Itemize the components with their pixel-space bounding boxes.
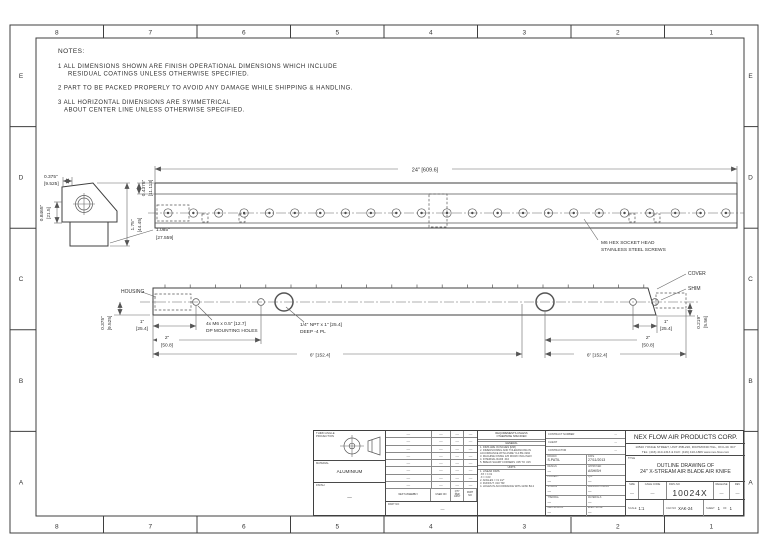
sheet-label: SHEET <box>706 506 715 510</box>
material-label: MATERIAL <box>316 462 329 465</box>
company-address: 10520 YONGE STREET, UNIT 35B-220, RICHMOND HILL, ON L4C 3C7 TEL: (416) 410-1313 & FAX: (416) 410-1806 www.nex-flow.com <box>626 444 745 456</box>
note-1-line-1: 1 ALL DIMENSIONS SHOWN ARE FINISH OPERATIONAL DIMENSIONS WHICH INCLUDE <box>58 64 338 70</box>
parts-table-cell: — <box>468 461 473 465</box>
approvals-cell: MANUFACTURING — <box>586 486 626 495</box>
approvals-cell: STRESS — <box>547 485 558 494</box>
parts-table-cell: — <box>386 446 432 452</box>
rev-label: REV <box>734 483 741 486</box>
approvals-row <box>546 455 625 465</box>
parts-table-row <box>386 460 477 467</box>
top-gap-dim-mm: [11.113] <box>149 179 154 197</box>
front-1in-right-in: 1" <box>663 320 669 325</box>
approvals-cell: ELECTRICAL — <box>586 507 626 516</box>
approvals-cell: DESIGN — <box>547 465 557 473</box>
parts-table-row <box>386 482 477 489</box>
finish-label: FINISH <box>316 484 325 487</box>
rev-value: — <box>735 490 740 495</box>
dwg-no-value: 10024X <box>672 487 708 498</box>
parts-table-cell: — <box>451 482 464 488</box>
end-left-dim-in: 0.8465" <box>40 204 45 222</box>
zone-row-label: C <box>18 276 24 284</box>
size-value: — <box>630 490 634 495</box>
approvals-grid <box>546 455 625 517</box>
zone-column-label: 6 <box>241 29 246 37</box>
projection-label: THIRD ANGLE PROJECTION <box>316 431 335 439</box>
end-width-dim-mm: [9.525] <box>44 182 59 187</box>
parts-table-cell: — <box>432 482 452 488</box>
note-3-line-2: ABOUT CENTER LINE UNLESS OTHERWISE SPECIFIED. <box>64 107 245 114</box>
requirement-line: .X = ±.03 <box>480 476 491 479</box>
approvals-cell: APPROVED ASHISH <box>586 465 626 474</box>
parts-table-cell: — <box>468 475 473 480</box>
requirement-line: 1. LINEAR DIMS. <box>480 470 501 473</box>
zone-row-label: B <box>748 377 753 385</box>
approvals-cell: DRAWN S.PATIL <box>547 455 561 463</box>
npt-port-callout-line-1: 1/4" NPT x 1" [25.4] <box>300 323 342 328</box>
approvals-cell: DATE 27/11/2013 <box>586 455 626 464</box>
parts-table-cell: — <box>468 432 473 436</box>
parts-table-cell: — <box>451 431 464 437</box>
front-2in-right-in: 2" <box>645 336 651 341</box>
contractor-row: CONTRACTOR — <box>546 447 625 455</box>
qty-per-assy-header: QTY PER ASSY <box>451 489 464 501</box>
contract-number-row: CONTRACT NUMBER — <box>546 431 625 439</box>
parts-table-row <box>386 431 477 438</box>
drawing-title-cell <box>626 456 745 482</box>
cover-label: COVER <box>688 271 706 277</box>
zone-row-label: E <box>18 73 24 80</box>
front-2in-left-in: 2" <box>164 336 170 341</box>
parts-table-cell: — <box>451 446 464 452</box>
parts-table-cell: — <box>432 446 452 452</box>
parts-table-cell: — <box>386 438 432 444</box>
parts-table-cell: — <box>468 446 473 451</box>
requirement-line: 5. BREAK SHARP CORNERS .005 TO .015 <box>480 461 531 464</box>
approvals-cell: MECHANICAL — <box>547 506 564 514</box>
requirements-section <box>478 431 546 515</box>
front-6in-left: 6" [152.4] <box>309 353 331 359</box>
zone-column-label: 4 <box>428 29 433 37</box>
sheet-value: 1 <box>717 505 720 511</box>
parts-table-cell: — <box>386 482 432 488</box>
cage-code-label: CAGE CODE <box>644 483 661 486</box>
parts-table-cell: — <box>451 453 464 459</box>
requirement-line: 2. DIMENSIONING AND TOLERANCING IN ACCORDANCE WITH ASME Y14.5M-1994 <box>480 449 531 455</box>
parts-table-cell: — <box>432 467 452 473</box>
scale-sheet-row <box>626 500 745 516</box>
zone-column-label: 5 <box>335 523 340 531</box>
zone-column-label: 2 <box>615 29 620 37</box>
parts-table-cell: — <box>468 439 473 444</box>
general-heading: GENERAL <box>478 441 545 446</box>
front-right-offset-dim-in: 0.219" <box>697 315 702 329</box>
scale-label: SCALE <box>628 506 637 510</box>
title-label: TITLE <box>628 457 636 460</box>
requirement-line: .XX = ±.01 <box>480 473 493 476</box>
screw-callout-line-2: STAINLESS STEEL SCREWS <box>601 248 666 253</box>
requirement-line: 3. MACHINE FINISH 125 MICRO INCH MAX <box>480 455 532 458</box>
front-left-height-dim-in: 0.375" <box>101 316 106 330</box>
housing-label: HOUSING <box>121 289 145 295</box>
part-no-row <box>386 502 477 516</box>
zone-column-label: 6 <box>241 523 246 531</box>
parts-table-cell: — <box>386 453 432 459</box>
scale-value: 1:1 <box>638 505 645 511</box>
requirement-line: 4. HOLES IN ACCORDANCE WITH ANSI B4.2 <box>480 485 535 488</box>
requirement-line: 2. ANGLES = ±1 1/2° <box>480 479 505 482</box>
parts-table-rows <box>386 431 477 489</box>
approvals-row <box>546 465 625 475</box>
front-left-height-dim-mm: [9.525] <box>108 315 113 331</box>
approvals-cell: PROJECT — <box>547 475 559 483</box>
requirement-line: 3. RUNOUT .010 TIR <box>480 482 505 485</box>
projection-material-section <box>314 431 386 515</box>
overall-length-dim: 24" [609.6] <box>411 167 439 174</box>
material-value: ALUMINIUM <box>336 469 363 474</box>
parts-table-row <box>386 453 477 460</box>
zone-column-label: 2 <box>615 523 620 531</box>
part-no-value: — <box>440 506 445 511</box>
parts-table-cell: — <box>386 475 432 481</box>
notes-heading: NOTES: <box>58 48 85 55</box>
note-3-line-1: 3 ALL HORIZONTAL DIMENSIONS ARE SYMMETRICAL <box>58 100 231 106</box>
zone-column-label: 3 <box>522 29 527 37</box>
cad-no-label: CAD NO <box>666 506 677 510</box>
parts-table-row <box>386 438 477 445</box>
notes-block <box>58 48 353 114</box>
end-width-dim-in: 0.375" <box>44 175 58 180</box>
approvals-cell: THERMAL — <box>547 496 559 504</box>
zone-row-label: C <box>748 276 753 284</box>
parts-table-cell: — <box>468 453 473 458</box>
front-2in-left-mm: [50.8] <box>160 343 174 349</box>
approvals-row <box>546 507 625 517</box>
zone-row-label: D <box>18 174 24 182</box>
units-heading: UNITS <box>478 465 545 470</box>
parts-table-cell: — <box>386 467 432 473</box>
release-value: — <box>719 490 724 495</box>
end-height-dim-in: 1.75" <box>131 219 136 231</box>
release-label: RELEASE <box>715 483 728 486</box>
top-view <box>137 166 744 253</box>
parts-table-cell: — <box>432 453 452 459</box>
drawing-title-line-2: 24" X-STREAM AIR BLADE AIR KNIFE <box>640 469 731 475</box>
top-gap-dim-in: 0.4375" <box>142 179 147 197</box>
front-1in-left-in: 1" <box>139 320 145 325</box>
cad-no-value: XAK-24 <box>678 505 693 511</box>
company-name: NEX FLOW AIR PRODUCTS CORP. <box>626 431 745 444</box>
zone-column-label: 4 <box>428 523 433 531</box>
note-1-line-2: RESIDUAL COATINGS UNLESS OTHERWISE SPECIFIED. <box>68 71 250 78</box>
parts-table-cell: — <box>432 438 452 444</box>
used-on-header: USED ON <box>431 489 451 501</box>
company-section <box>626 431 745 515</box>
shim-label: SHIM <box>688 286 701 292</box>
parts-table-header <box>386 489 477 502</box>
mounting-holes-callout-line-1: 4x M6 x 0.5" [12.7] <box>206 322 246 327</box>
parts-table-section <box>386 431 478 515</box>
front-view <box>100 271 709 359</box>
parts-table-row <box>386 475 477 482</box>
parts-table-cell: — <box>432 460 452 466</box>
drawing-title-line-1: OUTLINE DRAWING OF <box>656 463 715 469</box>
approvals-row <box>546 476 625 486</box>
end-base-dim-mm: [27.559] <box>156 236 174 241</box>
approvals-row <box>546 486 625 496</box>
end-height-dim-mm: [44.45] <box>138 217 143 233</box>
next-assembly-header: NEXT ASSEMBLY <box>386 489 431 501</box>
parts-table-row <box>386 446 477 453</box>
zone-column-label: 5 <box>335 29 340 37</box>
front-1in-left-mm: [25.4] <box>135 327 149 332</box>
front-6in-right: 6" [152.4] <box>586 353 608 359</box>
parts-table-cell: — <box>468 468 473 473</box>
general-requirements-list <box>478 446 545 464</box>
parts-table-cell: — <box>451 467 464 473</box>
client-row: CLIENT — <box>546 439 625 447</box>
dwg-no-label: DWG NO <box>669 483 680 486</box>
parts-table-row <box>386 467 477 474</box>
sheet-of-label: OF <box>723 506 727 510</box>
approvals-cell: Q.A. — <box>586 476 626 485</box>
npt-port-callout-line-2: DEEP -4 PL <box>300 330 326 335</box>
zone-column-label: 8 <box>54 29 59 37</box>
parts-table-cell: — <box>451 460 464 466</box>
mounting-holes-callout-line-2: DP MOUNTING HOLES <box>206 329 258 334</box>
front-1in-right-mm: [25.4] <box>659 327 673 332</box>
requirements-heading: REQUIREMENTS-UNLESS OTHERWISE SPECIFIED <box>478 431 545 440</box>
approvals-section <box>546 431 626 515</box>
front-right-offset-dim-mm: [5.56] <box>704 315 709 329</box>
sheet-total-value: 1 <box>729 505 732 511</box>
zone-row-label: E <box>748 73 753 80</box>
parts-table-cell: — <box>451 438 464 444</box>
finish-value: — <box>347 495 352 500</box>
zone-row-label: A <box>748 479 753 487</box>
parts-table-cell: — <box>432 431 452 437</box>
parts-table-cell: — <box>386 460 432 466</box>
zone-column-label: 7 <box>148 523 153 531</box>
zone-row-label: D <box>748 174 753 182</box>
requirement-line: 4. INTERNAL RADII .010 <box>480 458 510 461</box>
zone-column-label: 1 <box>709 29 714 37</box>
size-label: SIZE <box>629 483 635 486</box>
parts-table-cell: — <box>468 482 473 487</box>
zone-row-label: A <box>18 479 24 487</box>
zone-column-label: 8 <box>54 523 59 531</box>
parts-table-cell: — <box>432 475 452 481</box>
zone-column-label: 1 <box>709 523 714 531</box>
cage-code-value: — <box>650 490 655 495</box>
requirement-line: 1. DIMS ARE IN INCHES [MM] <box>480 446 516 449</box>
parts-table-cell: — <box>386 431 432 437</box>
units-requirements-list <box>478 470 545 488</box>
approvals-row <box>546 496 625 506</box>
zone-column-label: 3 <box>522 523 527 531</box>
third-angle-projection-icon <box>338 433 384 459</box>
screw-callout-line-1: M6 HEX SOCKET HEAD <box>601 241 655 246</box>
end-base-dim-in: 1.085" <box>156 228 170 233</box>
part-no-label: PART NO <box>388 503 400 506</box>
parts-table-cell: — <box>451 475 464 481</box>
part-no-header: PART NO <box>464 489 477 501</box>
zone-row-label: B <box>18 377 24 385</box>
title-block <box>313 430 744 516</box>
zone-column-label: 7 <box>148 29 153 37</box>
drawing-number-row <box>626 482 745 500</box>
approvals-cell: MATERIALS — <box>586 496 626 505</box>
note-2: 2 PART TO BE PACKED PROPERLY TO AVOID ANY DAMAGE WHILE SHIPPING & HANDLING. <box>58 85 353 92</box>
end-left-dim-mm: [21.5] <box>47 206 52 220</box>
front-2in-right-mm: [50.8] <box>641 343 655 349</box>
